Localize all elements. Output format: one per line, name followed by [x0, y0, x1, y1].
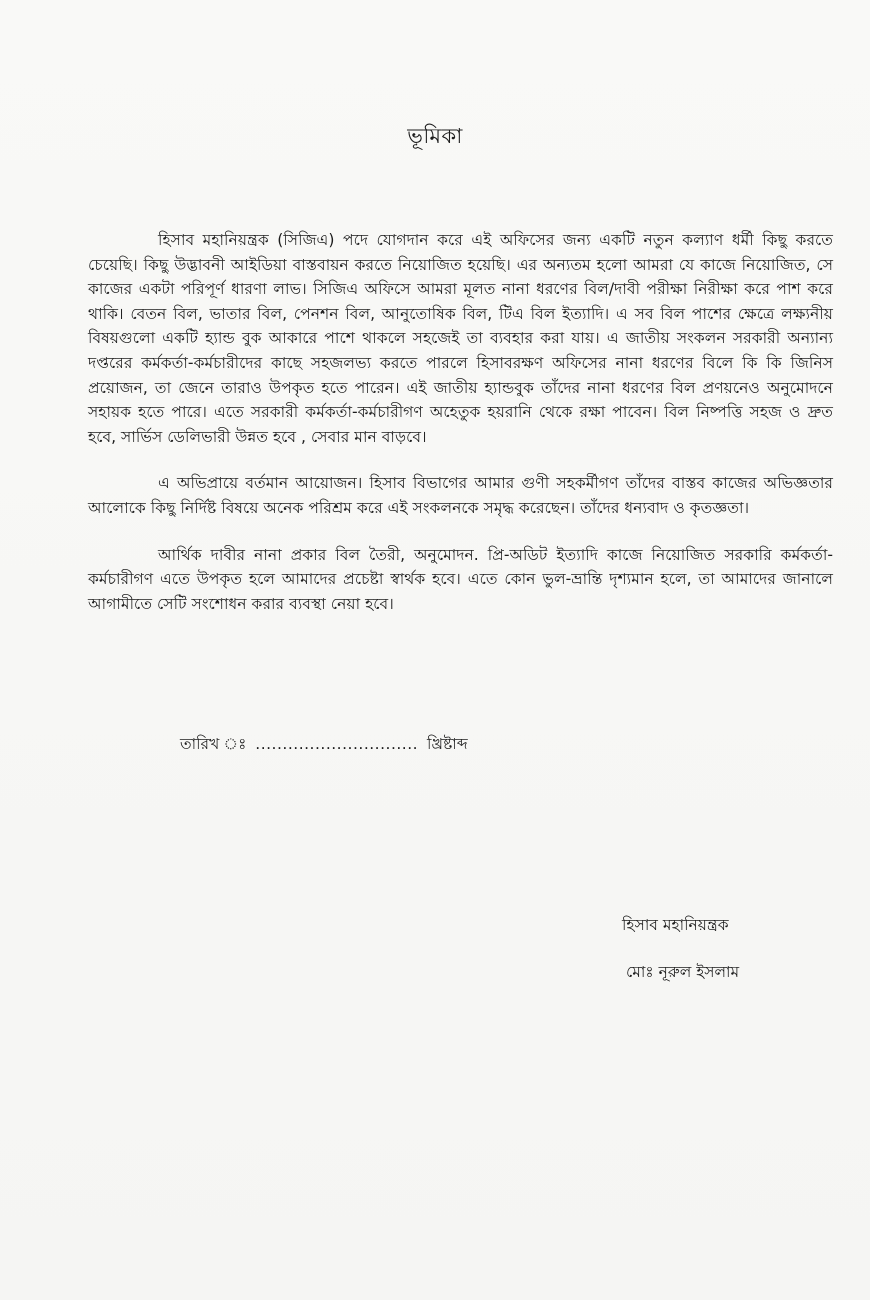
paragraph-1: হিসাব মহানিয়ন্ত্রক (সিজিএ) পদে যোগদান করে এই অফিসের জন্য একটি নতুন কল্যাণ ধর্মী কিছু করতে চেয়েছি। কিছু উদ্ভাবনী আইডিয়া বাস্তবায়ন করতে নিয়োজিত হয়েছি। এর অন্যতম হলো আমরা যে কাজে নিয়োজিত, সে কাজের একটা পরিপূর্ণ ধারণা লাভ। সিজিএ অফিসে আমরা মূলত নানা ধরণের বিল/দাবী পরীক্ষা নিরীক্ষা করে পাশ করে থাকি। বেতন বিল, ভাতার বিল, পেনশন বিল, আনুতোষিক বিল, টিএ বিল ইত্যাদি। এ সব বিল পাশের ক্ষেত্রে লক্ষ্যনীয় বিষয়গুলো একটি হ্যান্ড বুক আকারে পাশে থাকলে সহজেই তা ব্যবহার করা যায়। এ জাতীয় সংকলন সরকারী অন্যান্য দপ্তরের কর্মকর্তা-কর্মচারীদের কাছে সহজলভ্য করতে পারলে হিসাবরক্ষণ অফিসের নানা ধরণের বিলে কি কি জিনিস প্রয়োজন, তা জেনে তারাও উপকৃত হতে পারেন। এই জাতীয় হ্যান্ডবুক তাঁদের নানা ধরণের বিল প্রণয়নেও অনুমোদনে সহায়ক হতে পারে। এতে সরকারী কর্মকর্তা-কর্মচারীগণ অহেতুক হয়রানি থেকে রক্ষা পাবেন। বিল নিষ্পত্তি সহজ ও দ্রুত হবে, সার্ভিস ডেলিভারী উন্নত হবে , সেবার মান বাড়বে।: [88, 231, 833, 446]
paragraph-2: এ অভিপ্রায়ে বর্তমান আয়োজন। হিসাব বিভাগের আমার গুণী সহকর্মীগণ তাঁদের বাস্তব কাজের অভিজ্ঞতার আলোকে কিছু নির্দিষ্ট বিষয়ে অনেক পরিশ্রম করে এই সংকলনকে সমৃদ্ধ করেছেন। তাঁদের ধন্যবাদ ও কৃতজ্ঞতা।: [88, 474, 833, 517]
page-title: ভূমিকা: [407, 124, 463, 148]
date-suffix: খ্রিষ্টাব্দ: [427, 735, 468, 753]
signatory-name: মোঃ নূরুল ইসলাম: [626, 963, 740, 981]
date-line: [180, 732, 468, 758]
paragraph-3: আর্থিক দাবীর নানা প্রকার বিল তৈরী, অনুমোদন. প্রি-অডিট ইত্যাদি কাজে নিয়োজিত সরকারি কর্মকর্তা-কর্মচারীগণ এতে উপকৃত হলে আমাদের প্রচেষ্টা স্বার্থক হবে। এতে কোন ভুল-ভ্রান্তি দৃশ্যমান হলে, তা আমাদের জানালে আগামীতে সেটি সংশোধন করার ব্যবস্থা নেয়া হবে।: [88, 545, 833, 613]
date-blank: ..............................: [255, 735, 419, 753]
body-text: [88, 228, 833, 638]
date-label: তারিখ ঃ: [180, 735, 247, 753]
signatory-title: হিসাব মহানিয়ন্ত্রক: [622, 916, 729, 934]
